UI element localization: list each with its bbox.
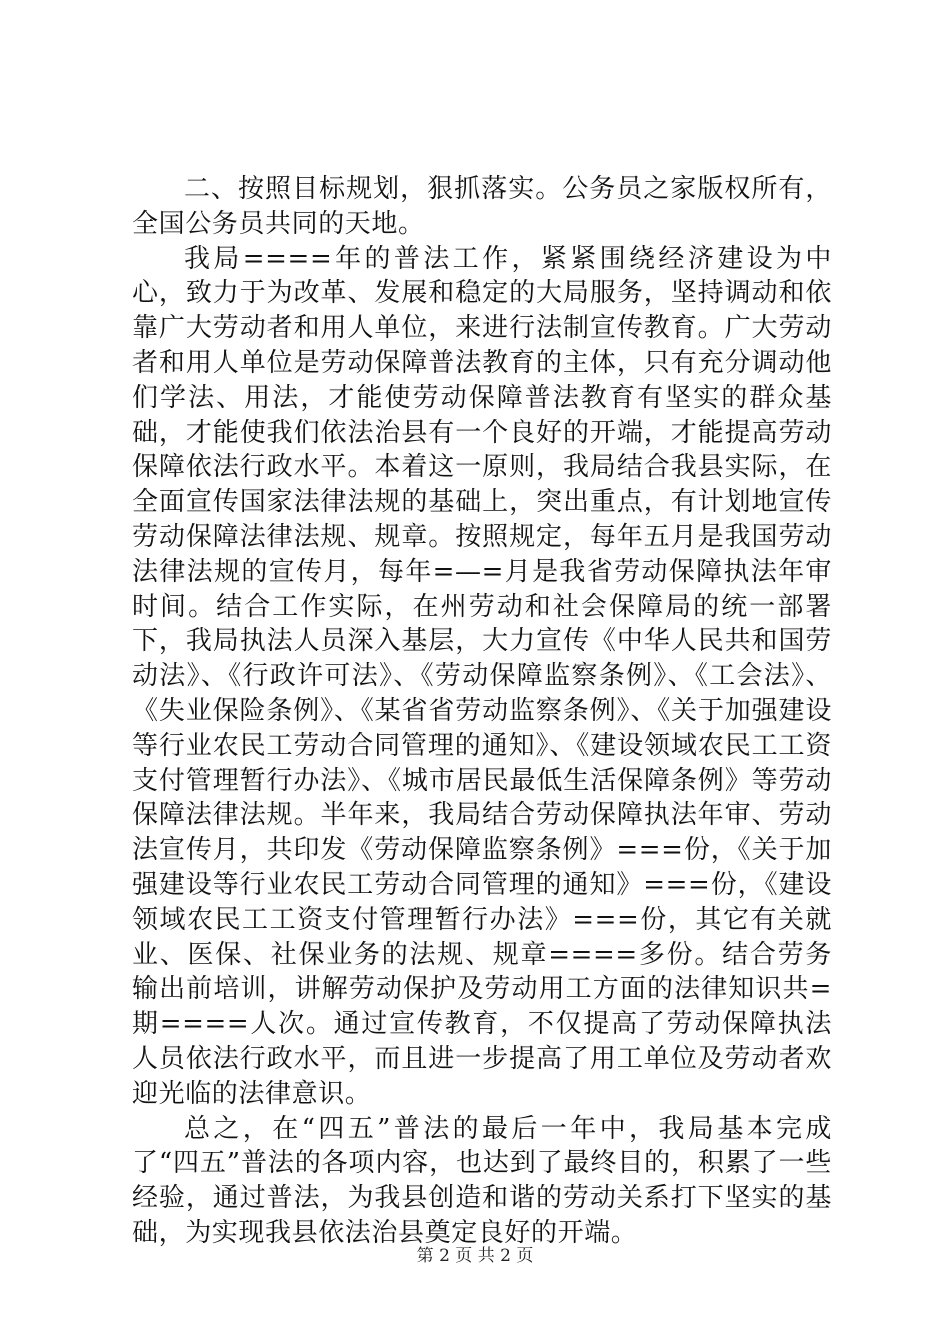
- document-body: [132, 172, 832, 1251]
- paragraph-publicity-work: 我局====年的普法工作，紧紧围绕经济建设为中心，致力于为改革、发展和稳定的大局服务，坚持调动和依靠广大劳动者和用人单位，来进行法制宣传教育。广大劳动者和用人单位是劳动保障普法教育的主体，只有充分调动他们学法、用法，才能使劳动保障普法教育有坚实的群众基础，才能使我们依法治县有一个良好的开端，才能提高劳动保障依法行政水平。本着这一原则，我局结合我县实际，在全面宣传国家法律法规的基础上，突出重点，有计划地宣传劳动保障法律法规、规章。按照规定，每年五月是我国劳动法律法规的宣传月，每年=—=月是我省劳动保障执法年审时间。结合工作实际，在州劳动和社会保障局的统一部署下，我局执法人员深入基层，大力宣传《中华人民共和国劳动法》、《行政许可法》、《劳动保障监察条例》、《工会法》、《失业保险条例》、《某省省劳动监察条例》、《关于加强建设等行业农民工劳动合同管理的通知》、《建设领域农民工工资支付管理暂行办法》、《城市居民最低生活保障条例》等劳动保障法律法规。半年来，我局结合劳动保障执法年审、劳动法宣传月，共印发《劳动保障监察条例》===份，《关于加强建设等行业农民工劳动合同管理的通知》===份，《建设领域农民工工资支付管理暂行办法》===份，其它有关就业、医保、社保业务的法规、规章====多份。结合劳务输出前培训，讲解劳动保护及劳动用工方面的法律知识共=期====人次。通过宣传教育，不仅提高了劳动保障执法人员依法行政水平，而且进一步提高了用工单位及劳动者欢迎光临的法律意识。: [132, 243, 832, 1109]
- paragraph-summary: 总之，在“四五”普法的最后一年中，我局基本完成了“四五”普法的各项内容，也达到了最终目的，积累了一些经验，通过普法，为我县创造和谐的劳动关系打下坚实的基础，为实现我县依法治县奠定良好的开端。: [132, 1113, 832, 1248]
- page-footer: 第 2 页 共 2 页: [416, 1246, 534, 1266]
- paragraph-section-heading: 二、按照目标规划，狠抓落实。公务员之家版权所有，全国公务员共同的天地。: [132, 174, 832, 239]
